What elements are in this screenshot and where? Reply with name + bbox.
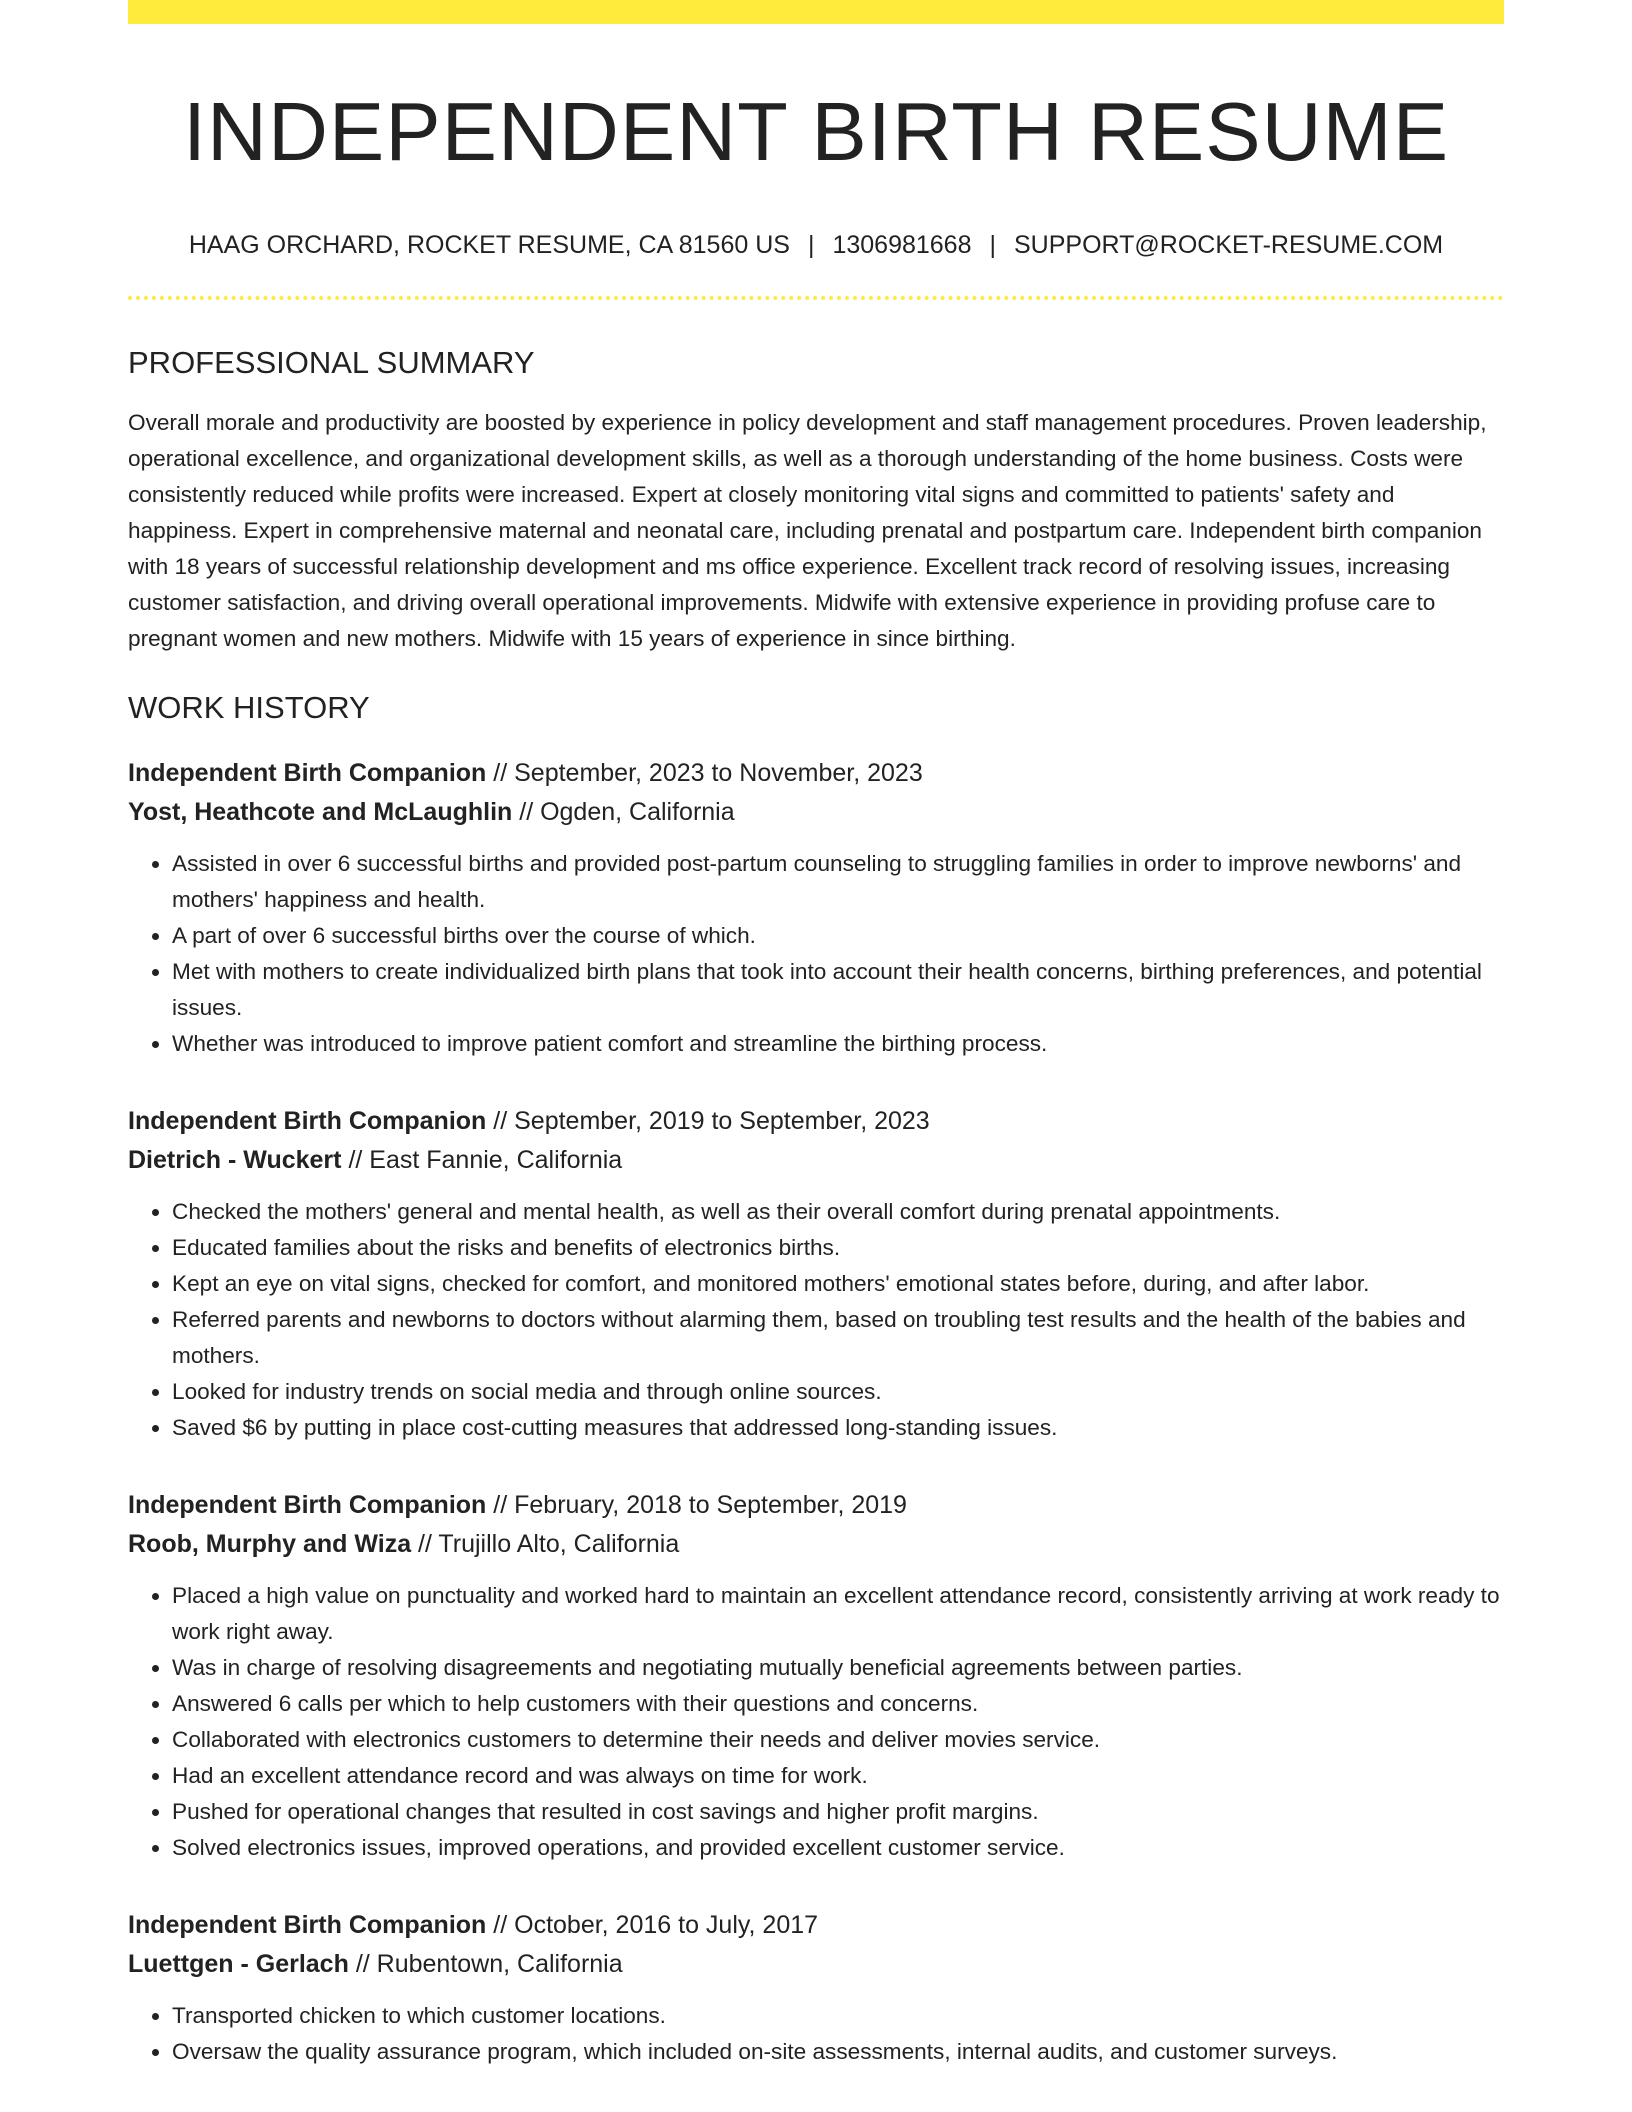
job-bullet: • Answered 6 calls per which to help customers with their questions and concerns. xyxy=(172,1686,1504,1722)
job-entry xyxy=(128,1102,1504,1446)
job-bullet: • Whether was introduced to improve patient comfort and streamline the birthing process. xyxy=(172,1026,1504,1062)
dotted-divider xyxy=(128,296,1504,300)
job-title-line xyxy=(128,1486,1504,1525)
job-bullet: • Placed a high value on punctuality and worked hard to maintain an excellent attendance record, consistently arriving at work ready to work right away. xyxy=(172,1578,1504,1650)
job-company-line xyxy=(128,793,1504,832)
job-bullet: • Transported chicken to which customer locations. xyxy=(172,1998,1504,2034)
job-location: // East Fannie, California xyxy=(348,1145,623,1174)
job-bullet: • Oversaw the quality assurance program, which included on-site assessments, internal audits, and customer surveys. xyxy=(172,2034,1504,2070)
job-title-line xyxy=(128,1906,1504,1945)
job-entry xyxy=(128,1486,1504,1866)
job-dates: // October, 2016 to July, 2017 xyxy=(493,1910,819,1939)
job-bullet: • Met with mothers to create individualized birth plans that took into account their health concerns, birthing preferences, and potential issues. xyxy=(172,954,1504,1026)
job-location: // Rubentown, California xyxy=(355,1949,623,1978)
job-title-line xyxy=(128,1102,1504,1141)
job-bullets xyxy=(128,1998,1504,2070)
job-role: Independent Birth Companion xyxy=(128,1106,487,1135)
job-bullet: • Pushed for operational changes that resulted in cost savings and higher profit margins. xyxy=(172,1794,1504,1830)
job-bullet: • Solved electronics issues, improved operations, and provided excellent customer service. xyxy=(172,1830,1504,1866)
job-bullet: • Referred parents and newborns to doctors without alarming them, based on troubling test results and the health of the babies and mothers. xyxy=(172,1302,1504,1374)
job-title-line xyxy=(128,754,1504,793)
job-entry xyxy=(128,754,1504,1062)
job-dates: // September, 2019 to September, 2023 xyxy=(493,1106,930,1135)
job-company-line xyxy=(128,1141,1504,1180)
job-company-line xyxy=(128,1945,1504,1984)
job-bullet: • Kept an eye on vital signs, checked for comfort, and monitored mothers' emotional states before, during, and after labor. xyxy=(172,1266,1504,1302)
job-company: Yost, Heathcote and McLaughlin xyxy=(128,797,513,826)
contact-address: HAAG ORCHARD, ROCKET RESUME, CA 81560 US xyxy=(188,230,790,259)
contact-separator: | xyxy=(807,230,815,259)
contact-email: SUPPORT@ROCKET-RESUME.COM xyxy=(1014,230,1444,259)
summary-text: Overall morale and productivity are boosted by experience in policy development and staff management procedures. Proven leadership, operational excellence, and organizational development skills, as well as a thorough understanding of the home business. Costs were consistently reduced while profits were increased. Expert at closely monitoring vital signs and committed to patients' safety and happiness. Expert in comprehensive maternal and neonatal care, including prenatal and postpartum care. Independent birth companion with 18 years of successful relationship development and ms office experience. Excellent track record of resolving issues, increasing customer satisfaction, and driving overall operational improvements. Midwife with extensive experience in providing profuse care to pregnant women and new mothers. Midwife with 15 years of experience in since birthing. xyxy=(128,409,1487,651)
job-bullet: • Saved $6 by putting in place cost-cutting measures that addressed long-standing issues. xyxy=(172,1410,1504,1446)
job-bullets xyxy=(128,1578,1504,1866)
job-company: Luettgen - Gerlach xyxy=(128,1949,349,1978)
resume-title: INDEPENDENT BIRTH RESUME xyxy=(182,85,1450,178)
job-bullet: • Had an excellent attendance record and was always on time for work. xyxy=(172,1758,1504,1794)
accent-top-bar xyxy=(128,0,1504,24)
job-role: Independent Birth Companion xyxy=(128,758,487,787)
job-location: // Trujillo Alto, California xyxy=(418,1529,680,1558)
job-entry xyxy=(128,1906,1504,2070)
job-bullet: • Collaborated with electronics customers to determine their needs and deliver movies service. xyxy=(172,1722,1504,1758)
job-bullet: • A part of over 6 successful births over the course of which. xyxy=(172,918,1504,954)
job-bullet: • Assisted in over 6 successful births and provided post-partum counseling to struggling families in order to improve newborns' and mothers' happiness and health. xyxy=(172,846,1504,918)
job-company: Roob, Murphy and Wiza xyxy=(128,1529,412,1558)
resume-page xyxy=(128,0,1504,2070)
contact-phone: 1306981668 xyxy=(832,230,972,259)
job-bullet: • Looked for industry trends on social media and through online sources. xyxy=(172,1374,1504,1410)
job-bullets xyxy=(128,846,1504,1062)
summary-heading: PROFESSIONAL SUMMARY xyxy=(128,344,535,380)
job-bullet: • Educated families about the risks and benefits of electronics births. xyxy=(172,1230,1504,1266)
work-history-heading: WORK HISTORY xyxy=(128,689,370,725)
job-bullets xyxy=(128,1194,1504,1446)
job-dates: // February, 2018 to September, 2019 xyxy=(493,1490,907,1519)
job-role: Independent Birth Companion xyxy=(128,1490,487,1519)
job-bullet: • Checked the mothers' general and mental health, as well as their overall comfort during prenatal appointments. xyxy=(172,1194,1504,1230)
contact-separator: | xyxy=(989,230,996,259)
job-company-line xyxy=(128,1525,1504,1564)
job-location: // Ogden, California xyxy=(519,797,735,826)
contact-line xyxy=(128,230,1504,260)
job-role: Independent Birth Companion xyxy=(128,1910,487,1939)
job-bullet: • Was in charge of resolving disagreements and negotiating mutually beneficial agreements between parties. xyxy=(172,1650,1504,1686)
job-dates: // September, 2023 to November, 2023 xyxy=(493,758,923,787)
job-company: Dietrich - Wuckert xyxy=(128,1145,342,1174)
